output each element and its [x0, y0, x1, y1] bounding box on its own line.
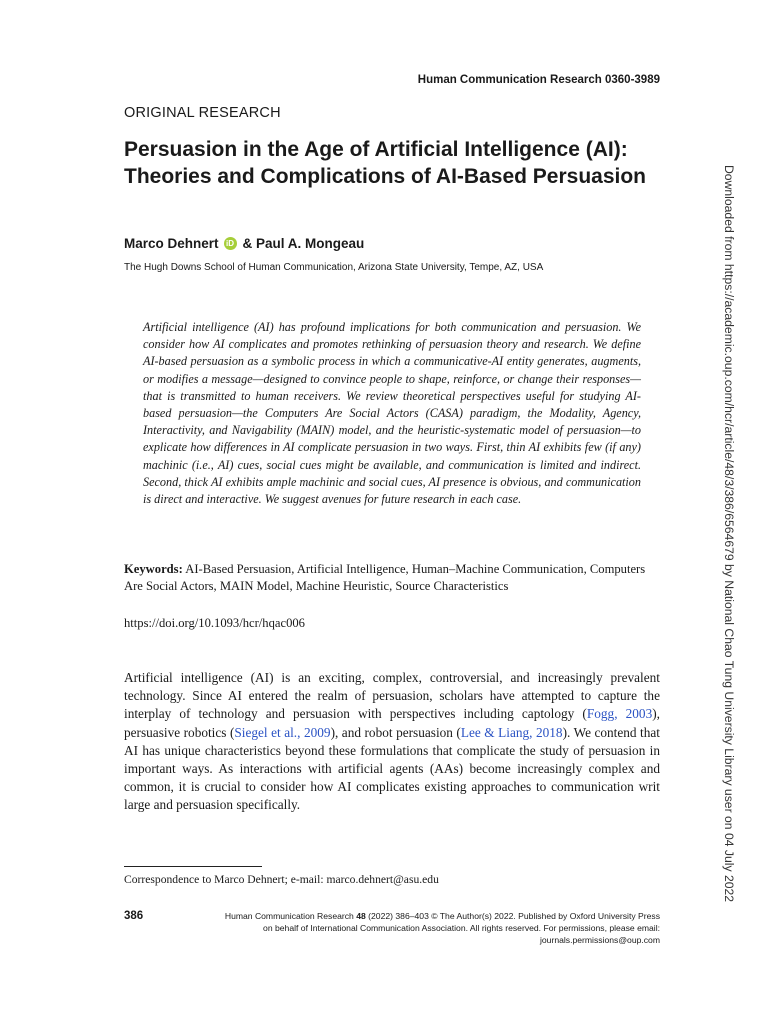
author-name: Marco Dehnert [124, 236, 219, 251]
citation-link[interactable]: Fogg, 2003 [586, 706, 653, 722]
journal-header: Human Communication Research 0360-3989 [417, 74, 660, 86]
affiliation: The Hugh Downs School of Human Communication, Arizona State University, Tempe, AZ, USA [124, 262, 544, 273]
footer-citation [170, 910, 660, 947]
section-label: ORIGINAL RESEARCH [124, 105, 281, 121]
author-name: & Paul A. Mongeau [242, 236, 365, 251]
doi-link[interactable]: https://doi.org/10.1093/hcr/hqac006 [124, 616, 305, 630]
body-text: ). We contend that AI has unique characteristics beyond these formulations that complicate the study of persuasion in important ways. As interactions with artificial agents (AAs) become increasingly complex and common, it is crucial to consider how AI complicates existing approaches to communication writ large and persuasion specifically. [124, 724, 660, 813]
citation-link[interactable]: Siegel et al., 2009 [234, 724, 331, 740]
abstract: Artificial intelligence (AI) has profound implications for both communication and persuasion. We consider how AI complicates and promotes rethinking of persuasion theory and research. We define AI-based persuasion as a symbolic process in which a communicative-AI entity generates, augments, or modifies a message—designed to convince people to shape, reinforce, or change their responses—that is transmitted to human receivers. We review theoretical perspectives useful for studying AI-based persuasion—the Computers Are Social Actors (CASA) paradigm, the Modality, Agency, Interactivity, and Navigability (MAIN) model, and the heuristic-systematic model of persuasion—to explicate how differences in AI complicate persuasion in two ways. First, thin AI exhibits few (if any) machinic (i.e., AI) cues, social cues might be available, and communication is limited and indirect. Second, thick AI exhibits ample machinic and social cues, AI presence is obvious, and communication is direct and interactive. We suggest avenues for future research in each case. [143, 320, 641, 507]
body-text: ), persuasive robotics ( [124, 706, 660, 740]
footnote-divider [124, 866, 262, 867]
keywords [124, 561, 660, 595]
page-number: 386 [124, 910, 144, 922]
body-paragraph [124, 669, 660, 815]
footer-line: on behalf of International Communication Association. All rights reserved. For permissions, please email: [263, 923, 660, 934]
citation-link[interactable]: Lee & Liang, 2018 [460, 724, 563, 740]
footer-email: journals.permissions@oup.com [539, 935, 660, 946]
author-line [124, 236, 364, 251]
keywords-list: AI-Based Persuasion, Artificial Intelligence, Human–Machine Communication, Computers Are Social Actors, MAIN Model, Machine Heuristic, Source Characteristics [124, 562, 646, 593]
body-text: ), and robot persuasion ( [330, 724, 461, 740]
orcid-icon[interactable]: iD [224, 237, 237, 250]
download-notice: Downloaded from https://academic.oup.com/hcr/article/48/3/386/6564679 by National Chao Tung University Library user on 04 July 2022 [722, 165, 736, 903]
footnote: Correspondence to Marco Dehnert; e-mail: marco.dehnert@asu.edu [124, 873, 439, 886]
footer-line: Human Communication Research 48 (2022) 386–403 © The Author(s) 2022. Published by Oxford University Press [224, 911, 660, 921]
keywords-label: Keywords: [124, 562, 183, 576]
body-text: Artificial intelligence (AI) is an exciting, complex, controversial, and increasingly prevalent technology. Since AI entered the realm of persuasion, scholars have attempted to capture the interplay of technology and persuasion with perspectives including captology ( [124, 670, 660, 722]
article-title: Persuasion in the Age of Artificial Intelligence (AI): Theories and Complications of AI-Based Persuasion [124, 138, 646, 188]
volume-number: 48 [356, 911, 366, 921]
